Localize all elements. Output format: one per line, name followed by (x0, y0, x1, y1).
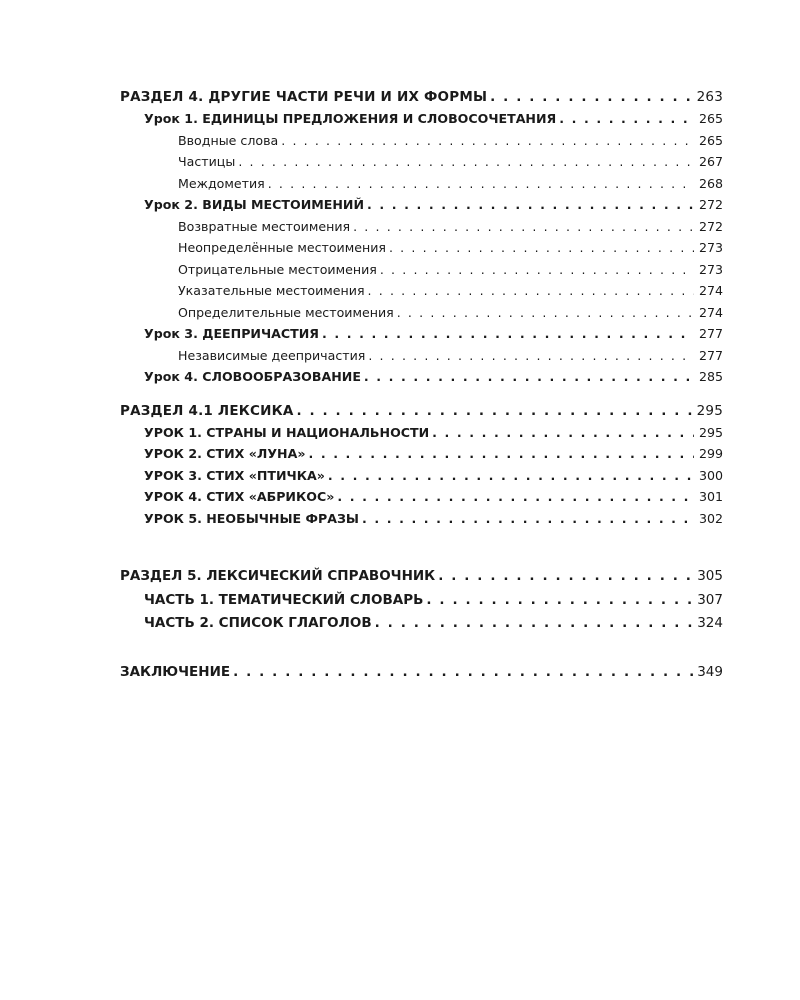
toc-entry-part-4-lesson-4[interactable] (120, 366, 723, 388)
dot-leader (375, 612, 694, 636)
toc-entry-page: 265 (698, 111, 723, 126)
toc-entry-topic[interactable] (120, 130, 723, 152)
toc-entry-page: 302 (698, 510, 723, 526)
dot-leader (397, 302, 694, 324)
toc-entry-title: УРОК 3. СТИХ «ПТИЧКА» (144, 467, 325, 483)
dot-leader (238, 151, 694, 173)
toc-entry-title: РАЗДЕЛ 5. ЛЕКСИЧЕСКИЙ СПРАВОЧНИК (120, 568, 436, 584)
toc-entry-page: 273 (698, 261, 723, 277)
toc-entry-page: 295 (698, 424, 723, 440)
toc-entry-page: 349 (697, 663, 723, 680)
toc-entry-title: УРОК 5. НЕОБЫЧНЫЕ ФРАЗЫ (144, 510, 359, 526)
toc-entry-title: ЗАКЛЮЧЕНИЕ (120, 663, 231, 680)
toc-entry-page: 295 (696, 402, 723, 419)
toc-entry-title: Урок 1. ЕДИНИЦЫ ПРЕДЛОЖЕНИЯ И СЛОВОСОЧЕТАНИЯ (144, 111, 557, 126)
toc-entry-part-5[interactable] (120, 565, 723, 589)
toc-entry-part-4-1-lesson-4[interactable] (120, 486, 723, 508)
toc-entry-page: 272 (698, 197, 723, 212)
toc-entry-page: 299 (698, 446, 723, 461)
toc-entry-part-4-1-lesson-5[interactable] (120, 508, 723, 530)
section-spacer (120, 636, 723, 661)
toc-entry-title: Отрицательные местоимения (178, 261, 377, 277)
dot-leader (438, 565, 694, 589)
dot-leader (268, 173, 694, 195)
toc-entry-title: Вводные слова (178, 132, 279, 148)
toc-entry-title: ЧАСТЬ 2. СПИСОК ГЛАГОЛОВ (144, 615, 372, 631)
dot-leader (308, 443, 694, 465)
toc-entry-title: Урок 2. ВИДЫ МЕСТОИМЕНИЙ (144, 197, 364, 212)
dot-leader (233, 661, 694, 685)
toc-entry-topic[interactable] (120, 173, 723, 195)
toc-entry-page: 305 (697, 568, 723, 584)
toc-entry-page: 301 (698, 489, 723, 504)
dot-leader (368, 280, 694, 302)
toc-entry-part-4-1-lesson-2[interactable] (120, 443, 723, 465)
toc-entry-title: Определительные местоимения (178, 304, 394, 320)
toc-entry-page: 277 (698, 326, 723, 341)
table-of-contents (120, 87, 723, 684)
toc-entry-topic[interactable] (120, 237, 723, 259)
dot-leader (389, 237, 694, 259)
dot-leader (353, 216, 694, 238)
dot-leader (362, 508, 694, 530)
toc-entry-conclusion[interactable] (120, 661, 723, 685)
toc-entry-page: 268 (698, 175, 723, 191)
toc-entry-part-4-1-lesson-1[interactable] (120, 422, 723, 444)
toc-entry-topic[interactable] (120, 302, 723, 324)
dot-leader (426, 589, 694, 613)
toc-entry-page: 300 (698, 467, 723, 483)
toc-entry-page: 285 (698, 369, 723, 384)
toc-entry-page: 277 (698, 347, 723, 363)
toc-entry-topic[interactable] (120, 151, 723, 173)
toc-entry-topic[interactable] (120, 216, 723, 238)
toc-entry-title: Неопределённые местоимения (178, 240, 386, 255)
dot-leader (364, 366, 694, 388)
toc-entry-page: 263 (696, 89, 723, 105)
dot-leader (337, 486, 694, 508)
toc-entry-page: 265 (698, 132, 723, 148)
toc-entry-part-4-lesson-2[interactable] (120, 194, 723, 216)
toc-entry-part-5-part-1[interactable] (120, 589, 723, 613)
toc-entry-title: РАЗДЕЛ 4.1 ЛЕКСИКА (120, 402, 294, 419)
toc-entry-title: Урок 4. СЛОВООБРАЗОВАНИЕ (144, 369, 361, 384)
toc-entry-title: УРОК 1. СТРАНЫ И НАЦИОНАЛЬНОСТИ (144, 424, 430, 440)
dot-leader (296, 401, 693, 422)
toc-entry-title: Возвратные местоимения (178, 218, 351, 234)
toc-entry-page: 274 (698, 304, 723, 320)
dot-leader (432, 422, 694, 444)
dot-leader (559, 108, 694, 130)
toc-entry-title: Урок 3. ДЕЕПРИЧАСТИЯ (144, 326, 319, 341)
section-spacer (120, 388, 723, 401)
toc-entry-part-4[interactable] (120, 87, 723, 108)
dot-leader (490, 87, 693, 108)
toc-entry-title: ЧАСТЬ 1. ТЕМАТИЧЕСКИЙ СЛОВАРЬ (144, 591, 424, 608)
toc-entry-topic[interactable] (120, 280, 723, 302)
toc-entry-page: 267 (698, 154, 723, 169)
toc-entry-title: РАЗДЕЛ 4. ДРУГИЕ ЧАСТИ РЕЧИ И ИХ ФОРМЫ (120, 89, 488, 105)
toc-entry-title: УРОК 4. СТИХ «АБРИКОС» (144, 489, 335, 504)
toc-entry-topic[interactable] (120, 259, 723, 281)
toc-entry-part-4-lesson-1[interactable] (120, 108, 723, 130)
dot-leader (322, 323, 694, 345)
dot-leader (328, 465, 694, 487)
toc-entry-page: 272 (698, 218, 723, 234)
section-spacer (120, 529, 723, 565)
dot-leader (367, 194, 694, 216)
toc-entry-title: Частицы (178, 154, 236, 169)
toc-entry-title: УРОК 2. СТИХ «ЛУНА» (144, 446, 306, 461)
toc-entry-title: Указательные местоимения (178, 283, 365, 298)
dot-leader (368, 345, 694, 367)
toc-entry-part-4-1-lesson-3[interactable] (120, 465, 723, 487)
toc-entry-part-5-part-2[interactable] (120, 612, 723, 636)
toc-entry-title: Междометия (178, 175, 265, 191)
toc-entry-page: 324 (697, 615, 723, 631)
toc-entry-part-4-lesson-3[interactable] (120, 323, 723, 345)
dot-leader (380, 259, 694, 281)
toc-entry-part-4-1[interactable] (120, 401, 723, 422)
toc-entry-page: 307 (697, 591, 723, 608)
dot-leader (281, 130, 694, 152)
toc-entry-page: 274 (698, 283, 723, 298)
toc-entry-title: Независимые деепричастия (178, 347, 366, 363)
toc-entry-page: 273 (698, 240, 723, 255)
toc-entry-topic[interactable] (120, 345, 723, 367)
